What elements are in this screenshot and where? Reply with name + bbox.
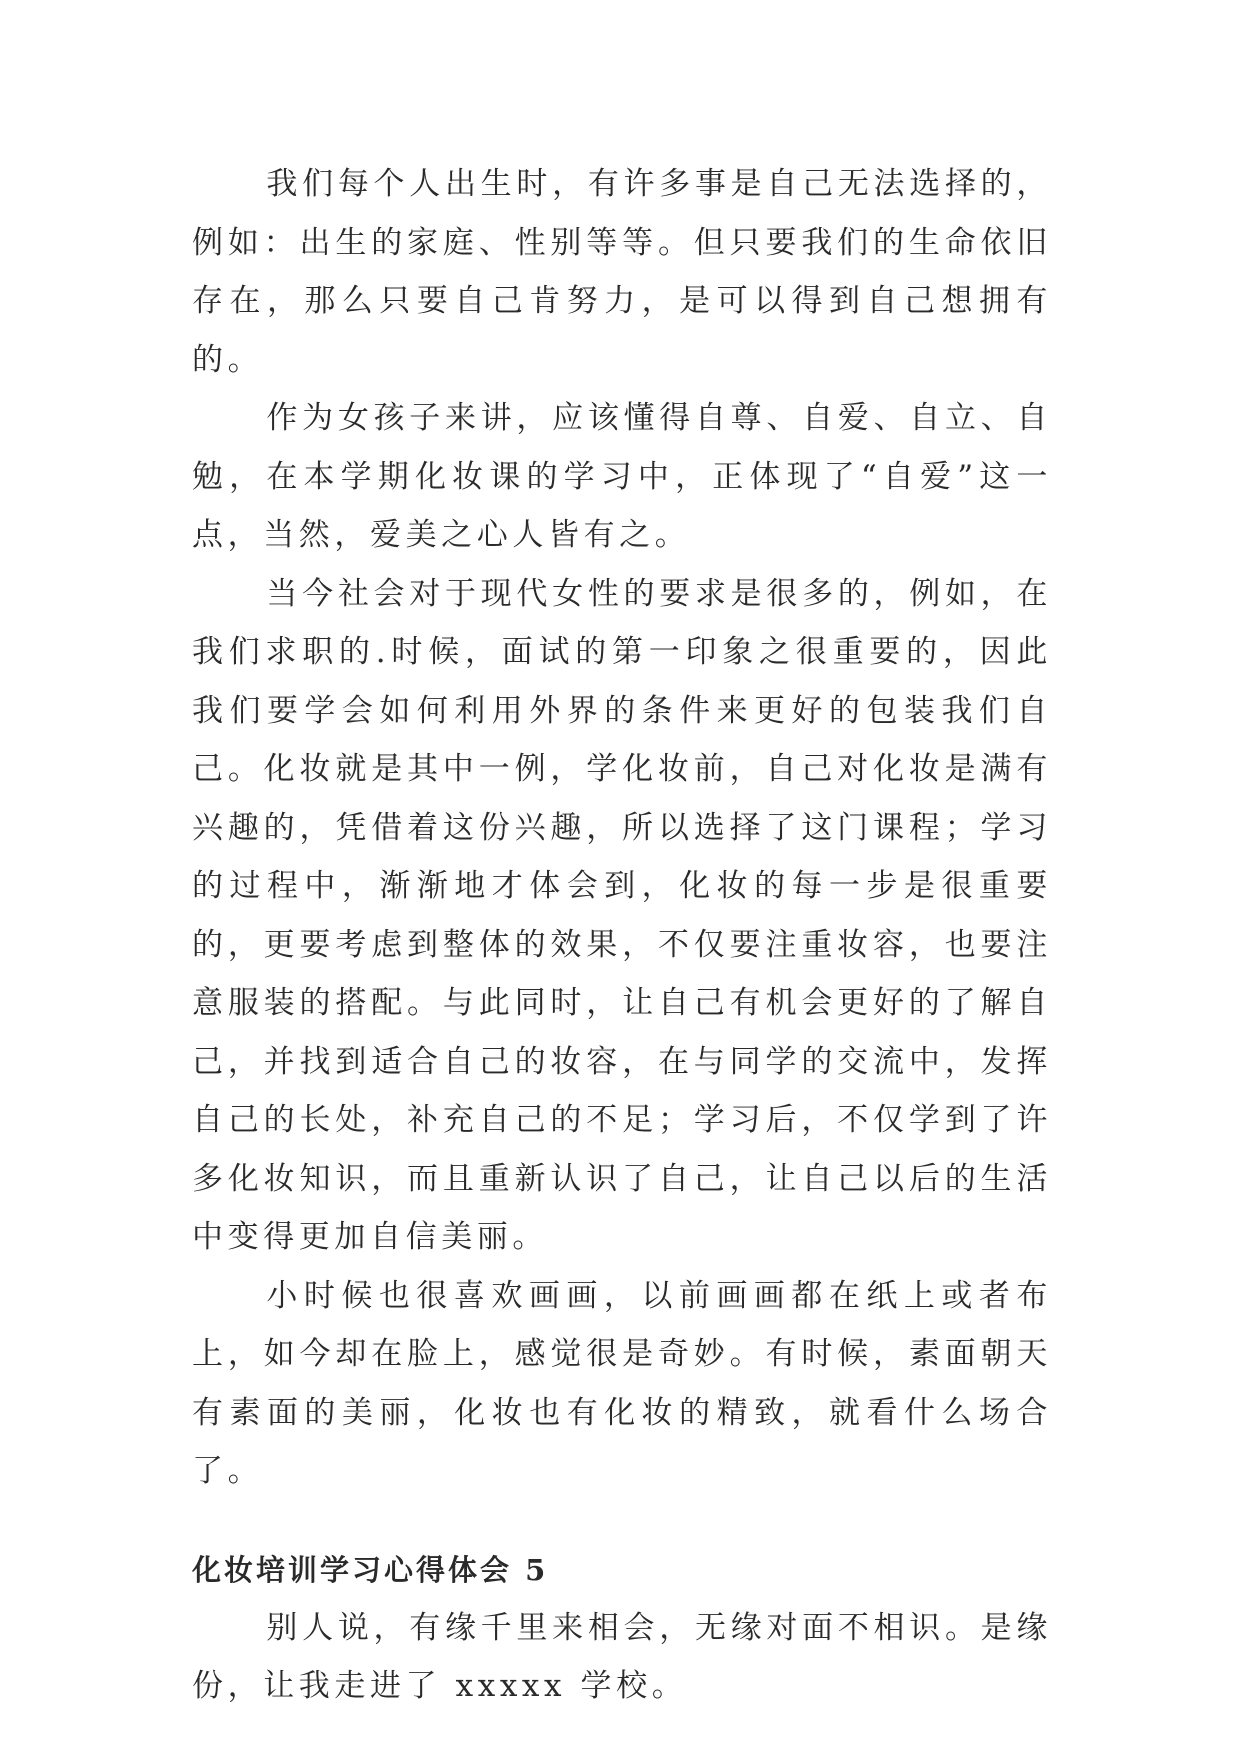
section-title: 化妆培训学习心得体会 5	[192, 1552, 549, 1587]
paragraph-birth: 我们每个人出生时，有许多事是自己无法选择的，例如：出生的家庭、性别等等。但只要我们的生命依旧存在，那么只要自己肯努力，是可以得到自己想拥有的。	[192, 166, 1052, 378]
paragraph-self-love: 作为女孩子来讲，应该懂得自尊、自爱、自立、自勉，在本学期化妆课的学习中，正体现了“自爱”这一点，当然，爱美之心人皆有之。	[192, 400, 1052, 553]
paragraph-modern-women: 当今社会对于现代女性的要求是很多的，例如，在我们求职的.时候，面试的第一印象之很重要的，因此我们要学会如何利用外界的条件来更好的包装我们自己。化妆就是其中一例，学化妆前，自己对化妆是满有兴趣的，凭借着这份兴趣，所以选择了这门课程；学习的过程中，渐渐地才体会到，化妆的每一步是很重要的，更要考虑到整体的效果，不仅要注重妆容，也要注意服装的搭配。与此同时，让自己有机会更好的了解自己，并找到适合自己的妆容，在与同学的交流中，发挥自己的长处，补充自己的不足；学习后，不仅学到了许多化妆知识，而且重新认识了自己，让自己以后的生活中变得更加自信美丽。	[192, 575, 1052, 1255]
paragraph-fate: 别人说，有缘千里来相会，无缘对面不相识。是缘份，让我走进了 xxxxx 学校。	[192, 1609, 1052, 1704]
paragraph-painting: 小时候也很喜欢画画，以前画画都在纸上或者布上，如今却在脸上，感觉很是奇妙。有时候，素面朝天有素面的美丽，化妆也有化妆的精致，就看什么场合了。	[192, 1277, 1052, 1489]
document-body	[192, 155, 1052, 1716]
